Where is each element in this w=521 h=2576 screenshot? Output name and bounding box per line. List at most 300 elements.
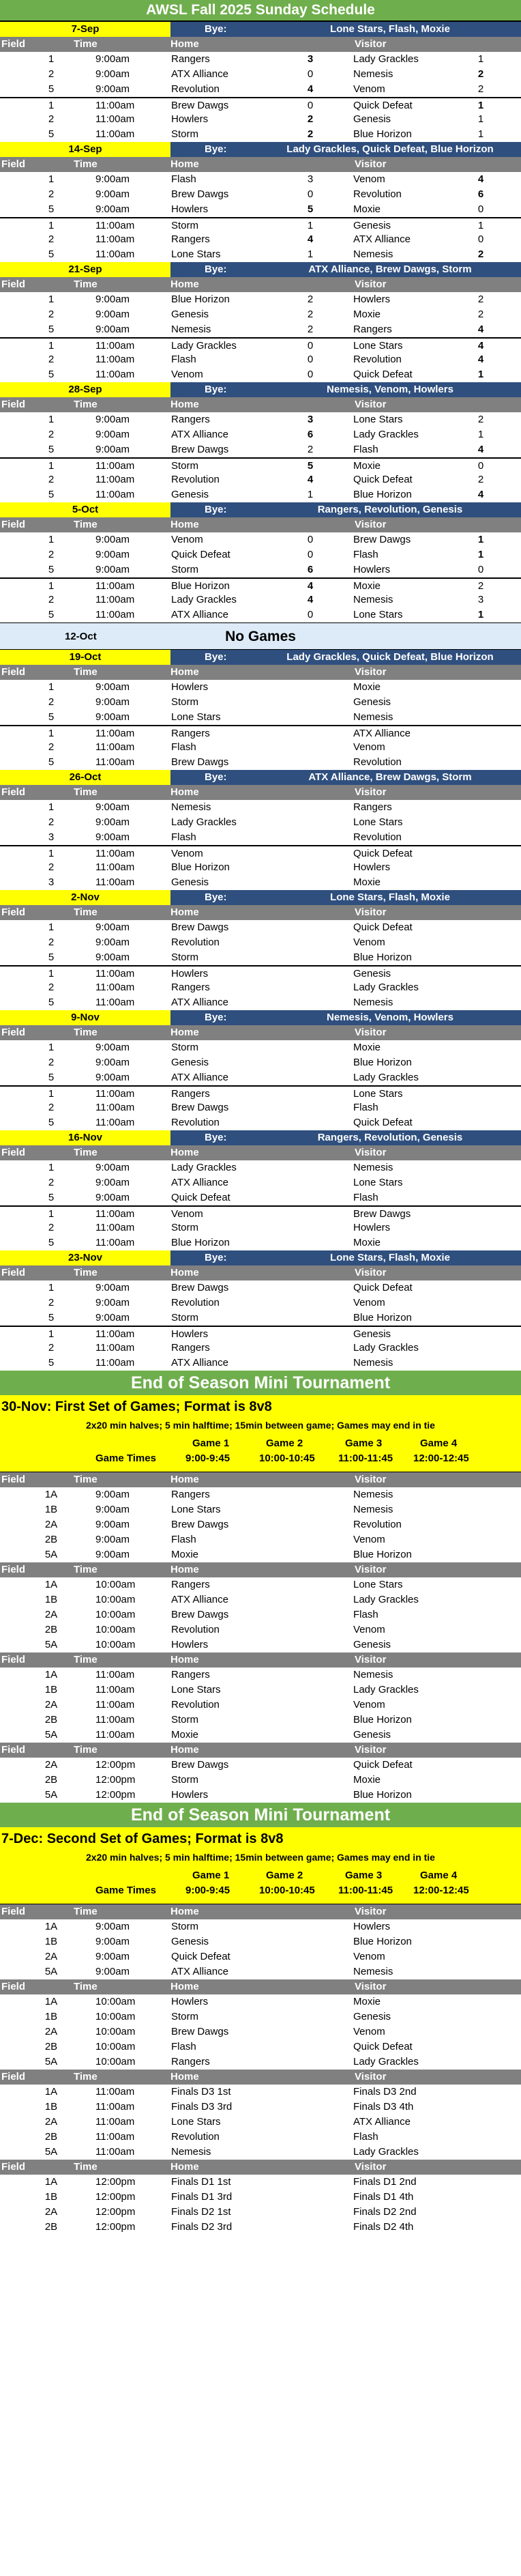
home-team: Storm	[171, 2011, 199, 2022]
home-team: ATX Alliance	[171, 68, 228, 80]
game-time: 9:00am	[95, 1057, 130, 1068]
game-field: 1	[48, 294, 55, 305]
header-field: Field	[1, 2071, 26, 2083]
game-label: Game 4	[420, 1870, 458, 1881]
bye-teams: Rangers, Revolution, Genesis	[317, 504, 463, 515]
game-row	[0, 547, 521, 562]
tournament-format: 2x20 min halves; 5 min halftime; 15min between game; Games may end in tie	[86, 1420, 435, 1431]
home-score: 2	[307, 309, 314, 320]
game-time: 11:00am	[95, 1342, 135, 1354]
game-field: 2B	[44, 1714, 58, 1726]
visitor-score: 1	[477, 369, 484, 380]
home-team: Rangers	[171, 414, 210, 425]
visitor-team: Nemesis	[353, 1489, 393, 1500]
game-row	[0, 755, 521, 770]
home-team: Flash	[171, 1534, 196, 1545]
visitor-team: Flash	[353, 1102, 378, 1113]
home-team: ATX Alliance	[171, 429, 228, 440]
game-row	[0, 127, 521, 142]
game-time: 11:00am	[95, 848, 135, 859]
home-team: Flash	[171, 2041, 196, 2052]
header-time: Time	[74, 666, 98, 678]
column-header-row	[0, 37, 521, 52]
game-time: 9:00am	[95, 203, 130, 215]
visitor-score: 2	[477, 414, 484, 425]
header-time: Time	[74, 158, 98, 170]
game-row	[0, 292, 521, 307]
header-visitor: Visitor	[355, 1654, 387, 1665]
header-visitor: Visitor	[355, 1981, 387, 1992]
header-visitor: Visitor	[355, 1906, 387, 1917]
game-time: 9:00am	[95, 1282, 130, 1293]
visitor-score: 0	[477, 564, 484, 575]
game-field: 5	[48, 444, 55, 455]
header-field: Field	[1, 1981, 26, 1992]
header-time: Time	[74, 1027, 98, 1038]
game-row	[0, 202, 521, 217]
game-row	[0, 97, 521, 112]
header-home: Home	[170, 1147, 199, 1158]
visitor-score: 2	[477, 294, 484, 305]
visitor-team: Lady Grackles	[353, 982, 419, 993]
game-field: 2B	[44, 1774, 58, 1786]
game-row	[0, 1085, 521, 1100]
game-time: 10:00am	[95, 1639, 136, 1650]
game-times-label: Game Times	[95, 1885, 156, 1896]
visitor-team: Nemesis	[353, 1966, 393, 1977]
visitor-team: Lone Stars	[353, 1177, 403, 1188]
home-team: Storm	[171, 220, 199, 231]
game-field: 2	[48, 309, 55, 320]
visitor-team: Genesis	[353, 1729, 391, 1741]
game-field: 2	[48, 429, 55, 440]
game-field: 5	[48, 951, 55, 963]
game-field: 5	[48, 369, 55, 380]
game-time: 11:00am	[95, 1714, 135, 1726]
home-team: Storm	[171, 128, 199, 140]
visitor-score: 2	[477, 248, 484, 260]
home-team: Brew Dawgs	[171, 1759, 229, 1771]
column-header-row	[0, 1743, 521, 1758]
header-visitor: Visitor	[355, 1744, 387, 1756]
game-row	[0, 2024, 521, 2040]
home-score: 0	[307, 609, 314, 620]
visitor-team: Howlers	[353, 564, 391, 575]
game-field: 1B	[44, 1504, 58, 1515]
visitor-team: Lady Grackles	[353, 1594, 419, 1605]
game-row	[0, 2009, 521, 2024]
game-time: 9:00am	[95, 696, 130, 708]
home-team: Brew Dawgs	[171, 188, 229, 200]
game-time: 11:00am	[95, 1088, 135, 1100]
home-team: Genesis	[171, 489, 209, 500]
visitor-team: Quick Defeat	[353, 1117, 413, 1128]
header-visitor: Visitor	[355, 1027, 387, 1038]
game-time: 9:00am	[95, 414, 130, 425]
header-home: Home	[170, 1654, 199, 1665]
game-field: 1B	[44, 2191, 58, 2203]
visitor-score: 0	[477, 460, 484, 472]
game-time: 11:00am	[95, 580, 135, 592]
game-row	[0, 875, 521, 890]
game-time: 9:00am	[95, 309, 130, 320]
home-score: 3	[307, 173, 314, 185]
week-date: 23-Nov	[0, 1250, 170, 1265]
game-time: 10:00am	[95, 2041, 136, 2052]
game-time: 9:00am	[95, 68, 130, 80]
game-time: 10:00am	[95, 1609, 136, 1620]
visitor-score: 2	[477, 580, 484, 592]
game-time: 11:00am	[95, 1237, 135, 1248]
home-score: 0	[307, 549, 314, 560]
game-field: 5A	[44, 1639, 58, 1650]
game-row	[0, 607, 521, 622]
game-field: 2B	[44, 1624, 58, 1635]
visitor-team: Venom	[353, 936, 385, 948]
visitor-score: 4	[477, 489, 484, 500]
game-row	[0, 1356, 521, 1371]
home-team: Lone Stars	[171, 1504, 221, 1515]
home-team: Rangers	[171, 1489, 210, 1500]
header-home: Home	[170, 158, 199, 170]
game-row	[0, 935, 521, 950]
home-score: 1	[307, 248, 314, 260]
game-field: 2A	[44, 1699, 58, 1711]
game-row	[0, 577, 521, 592]
visitor-score: 4	[477, 173, 484, 185]
header-home: Home	[170, 1564, 199, 1575]
home-team: Flash	[171, 831, 196, 843]
home-team: Storm	[171, 1774, 199, 1786]
game-time: 9:00am	[95, 936, 130, 948]
visitor-team: Quick Defeat	[353, 100, 413, 111]
visitor-team: Blue Horizon	[353, 1936, 412, 1947]
bye-teams: Lone Stars, Flash, Moxie	[330, 23, 450, 35]
home-team: Blue Horizon	[171, 1237, 230, 1248]
column-header-row	[0, 397, 521, 412]
visitor-team: Finals D2 2nd	[353, 2206, 417, 2218]
game-field: 1B	[44, 1684, 58, 1695]
visitor-team: Moxie	[353, 1996, 381, 2007]
no-games-row	[0, 622, 521, 650]
game-time: 11:00am	[95, 248, 135, 260]
header-home: Home	[170, 2161, 199, 2173]
week-date: 2-Nov	[0, 890, 170, 905]
visitor-score: 0	[477, 203, 484, 215]
visitor-team: Moxie	[353, 580, 381, 592]
visitor-team: Moxie	[353, 876, 381, 888]
game-time: 11:00am	[95, 100, 135, 111]
visitor-team: Nemesis	[353, 1504, 393, 1515]
game-row	[0, 800, 521, 815]
header-home: Home	[170, 1744, 199, 1756]
game-field: 2	[48, 1102, 55, 1113]
visitor-team: Finals D1 4th	[353, 2191, 414, 2203]
game-row	[0, 1592, 521, 1607]
game-time: 11:00am	[95, 1117, 135, 1128]
visitor-score: 1	[477, 100, 484, 111]
home-score: 5	[307, 460, 314, 472]
home-team: Nemesis	[171, 801, 211, 813]
game-field: 1B	[44, 2011, 58, 2022]
game-row	[0, 112, 521, 127]
game-field: 2	[48, 188, 55, 200]
game-field: 1	[48, 728, 55, 739]
game-field: 2B	[44, 2131, 58, 2143]
visitor-team: Revolution	[353, 188, 402, 200]
game-field: 1	[48, 580, 55, 592]
game-field: 5	[48, 997, 55, 1008]
home-team: Genesis	[171, 1057, 209, 1068]
game-time: 11:00am	[95, 128, 135, 140]
home-team: Venom	[171, 848, 203, 859]
header-time: Time	[74, 1474, 98, 1485]
home-team: Storm	[171, 460, 199, 472]
home-team: Blue Horizon	[171, 580, 230, 592]
bye-label: Bye:	[205, 1012, 227, 1023]
game-field: 1B	[44, 1936, 58, 1947]
home-score: 2	[307, 444, 314, 455]
game-row	[0, 172, 521, 187]
header-time: Time	[74, 1267, 98, 1278]
bye-teams: Lone Stars, Flash, Moxie	[330, 1252, 450, 1263]
game-time-range: 10:00-10:45	[259, 1885, 315, 1896]
home-team: Revolution	[171, 474, 220, 485]
home-team: Revolution	[171, 2131, 220, 2143]
week-date: 7-Sep	[0, 22, 170, 37]
header-visitor: Visitor	[355, 2071, 387, 2083]
home-team: Storm	[171, 1714, 199, 1726]
header-time: Time	[74, 519, 98, 530]
visitor-team: Genesis	[353, 1639, 391, 1650]
home-team: Lone Stars	[171, 2116, 221, 2128]
game-field: 5A	[44, 2056, 58, 2067]
visitor-team: Revolution	[353, 354, 402, 365]
home-score: 2	[307, 128, 314, 140]
no-games-date: 12-Oct	[65, 631, 97, 642]
game-field: 5A	[44, 2146, 58, 2158]
game-row	[0, 592, 521, 607]
game-field: 1B	[44, 1594, 58, 1605]
home-team: Howlers	[171, 203, 209, 215]
game-row	[0, 2175, 521, 2190]
home-team: Finals D2 3rd	[171, 2221, 233, 2233]
home-team: Brew Dawgs	[171, 1609, 229, 1620]
visitor-team: Flash	[353, 549, 378, 560]
home-team: Rangers	[171, 1669, 210, 1680]
game-field: 1A	[44, 2086, 58, 2098]
game-field: 1	[48, 1042, 55, 1053]
game-field: 5	[48, 756, 55, 768]
week-date: 21-Sep	[0, 262, 170, 277]
game-row	[0, 1683, 521, 1698]
game-time: 11:00am	[95, 876, 135, 888]
home-team: Flash	[171, 354, 196, 365]
home-score: 3	[307, 414, 314, 425]
header-field: Field	[1, 1654, 26, 1665]
game-time: 11:00am	[95, 220, 135, 231]
home-team: Rangers	[171, 1342, 210, 1354]
home-team: Revolution	[171, 83, 220, 95]
week-date-row	[0, 142, 521, 157]
game-field: 2B	[44, 1534, 58, 1545]
header-home: Home	[170, 38, 199, 50]
visitor-team: Nemesis	[353, 711, 393, 723]
visitor-team: Lone Stars	[353, 1088, 403, 1100]
visitor-team: Rangers	[353, 801, 392, 813]
game-row	[0, 1341, 521, 1356]
game-time: 9:00am	[95, 1177, 130, 1188]
home-team: Revolution	[171, 1297, 220, 1308]
header-visitor: Visitor	[355, 2161, 387, 2173]
visitor-team: Lone Stars	[353, 414, 403, 425]
header-time: Time	[74, 399, 98, 410]
game-label: Game 3	[345, 1870, 383, 1881]
game-row	[0, 187, 521, 202]
game-field: 1	[48, 1208, 55, 1220]
visitor-team: Revolution	[353, 1519, 402, 1530]
visitor-team: Venom	[353, 83, 385, 95]
week-date: 5-Oct	[0, 502, 170, 517]
game-field: 5	[48, 609, 55, 620]
game-field: 5A	[44, 1789, 58, 1801]
header-visitor: Visitor	[355, 786, 387, 798]
bye-teams: ATX Alliance, Brew Dawgs, Storm	[308, 263, 472, 275]
game-row	[0, 1668, 521, 1683]
visitor-team: Blue Horizon	[353, 1789, 412, 1801]
game-field: 2A	[44, 2116, 58, 2128]
visitor-team: Lady Grackles	[353, 53, 419, 65]
header-time: Time	[74, 2071, 98, 2083]
visitor-team: Howlers	[353, 1921, 391, 1932]
visitor-team: Blue Horizon	[353, 1714, 412, 1726]
game-field: 2	[48, 474, 55, 485]
game-time: 10:00am	[95, 1996, 136, 2007]
column-header-row	[0, 785, 521, 800]
home-team: Storm	[171, 1921, 199, 1932]
game-row	[0, 1517, 521, 1532]
game-row	[0, 1190, 521, 1205]
game-time: 9:00am	[95, 1936, 130, 1947]
game-time: 10:00am	[95, 1624, 136, 1635]
header-home: Home	[170, 666, 199, 678]
game-time: 11:00am	[95, 233, 135, 245]
game-field: 5	[48, 711, 55, 723]
game-row	[0, 1773, 521, 1788]
game-time: 9:00am	[95, 173, 130, 185]
game-time: 9:00am	[95, 1966, 130, 1977]
header-visitor: Visitor	[355, 158, 387, 170]
game-field: 1	[48, 100, 55, 111]
game-row	[0, 1040, 521, 1055]
column-header-row	[0, 1562, 521, 1577]
game-time: 10:00am	[95, 1594, 136, 1605]
visitor-team: Blue Horizon	[353, 489, 412, 500]
game-time: 10:00am	[95, 1579, 136, 1590]
visitor-team: Finals D1 2nd	[353, 2176, 417, 2188]
home-team: Howlers	[171, 1639, 209, 1650]
game-label: Game 3	[345, 1437, 383, 1449]
game-time: 11:00am	[95, 1357, 135, 1369]
game-time: 9:00am	[95, 83, 130, 95]
game-time: 12:00pm	[95, 2191, 136, 2203]
game-row	[0, 740, 521, 755]
game-row	[0, 1175, 521, 1190]
home-team: Howlers	[171, 1789, 209, 1801]
visitor-team: Lone Stars	[353, 340, 403, 352]
no-games-label: No Games	[225, 629, 296, 644]
game-field: 2	[48, 1057, 55, 1068]
game-label: Game 2	[266, 1870, 303, 1881]
game-label: Game 2	[266, 1437, 303, 1449]
column-header-row	[0, 1652, 521, 1668]
home-team: Howlers	[171, 113, 209, 125]
game-time: 12:00pm	[95, 2206, 136, 2218]
home-team: Rangers	[171, 2056, 210, 2067]
home-team: Rangers	[171, 1579, 210, 1590]
game-field: 2	[48, 594, 55, 605]
game-row	[0, 1964, 521, 1979]
header-field: Field	[1, 278, 26, 290]
game-row	[0, 920, 521, 935]
home-team: Brew Dawgs	[171, 100, 229, 111]
visitor-score: 4	[477, 354, 484, 365]
visitor-team: Moxie	[353, 681, 381, 693]
home-team: Finals D1 1st	[171, 2176, 231, 2188]
game-time: 9:00am	[95, 816, 130, 828]
visitor-team: Quick Defeat	[353, 848, 413, 859]
game-field: 1	[48, 681, 55, 693]
home-team: Venom	[171, 1208, 203, 1220]
game-field: 3	[48, 831, 55, 843]
tournament-info	[0, 1395, 521, 1472]
home-team: ATX Alliance	[171, 1357, 228, 1369]
home-score: 6	[307, 564, 314, 575]
bye-label: Bye:	[205, 1252, 227, 1263]
game-field: 5	[48, 128, 55, 140]
visitor-team: Lady Grackles	[353, 2056, 419, 2067]
header-field: Field	[1, 38, 26, 50]
game-row	[0, 532, 521, 547]
bye-label: Bye:	[205, 504, 227, 515]
header-visitor: Visitor	[355, 1474, 387, 1485]
visitor-team: Genesis	[353, 113, 391, 125]
game-row	[0, 1607, 521, 1622]
game-time: 11:00am	[95, 741, 135, 753]
visitor-score: 1	[477, 113, 484, 125]
game-time-range: 9:00-9:45	[185, 1452, 230, 1464]
game-time: 11:00am	[95, 982, 135, 993]
home-team: Rangers	[171, 53, 210, 65]
game-row	[0, 980, 521, 995]
game-row	[0, 1949, 521, 1964]
game-field: 5A	[44, 1549, 58, 1560]
game-field: 1	[48, 968, 55, 979]
visitor-score: 6	[477, 188, 484, 200]
visitor-team: Moxie	[353, 309, 381, 320]
week-date: 14-Sep	[0, 142, 170, 157]
game-field: 5	[48, 1237, 55, 1248]
game-row	[0, 1994, 521, 2009]
header-time: Time	[74, 278, 98, 290]
home-team: Lady Grackles	[171, 340, 237, 352]
home-team: Genesis	[171, 309, 209, 320]
header-home: Home	[170, 906, 199, 918]
home-team: Storm	[171, 1312, 199, 1323]
visitor-team: Blue Horizon	[353, 1057, 412, 1068]
header-visitor: Visitor	[355, 519, 387, 530]
home-team: Quick Defeat	[171, 1192, 230, 1203]
